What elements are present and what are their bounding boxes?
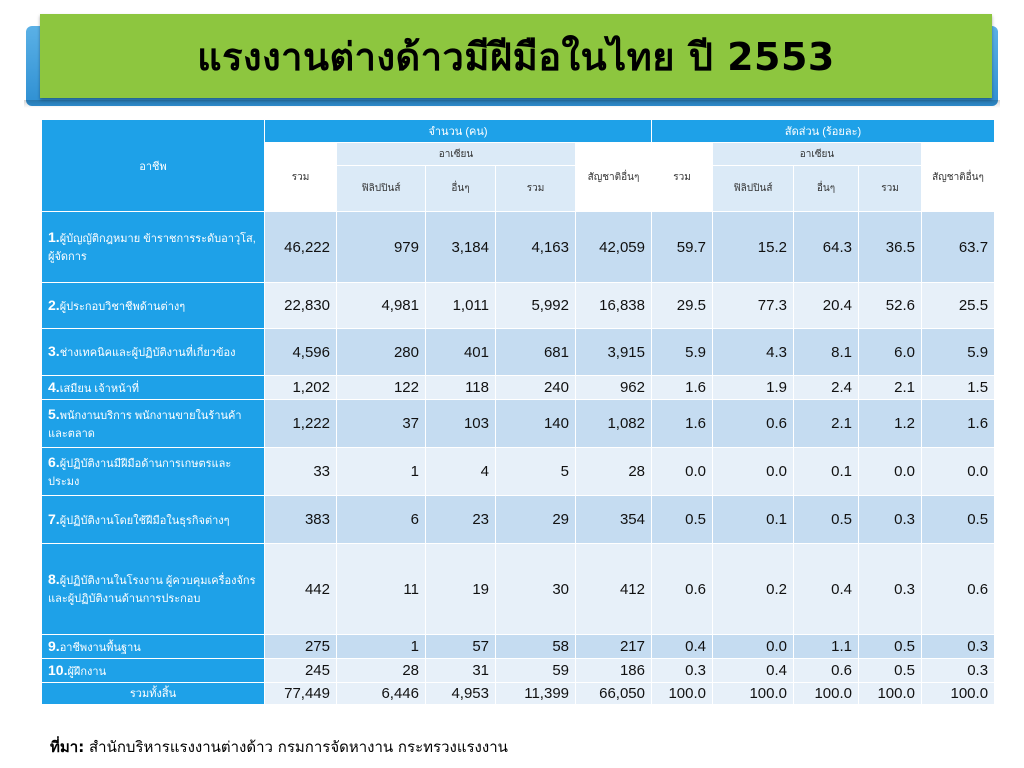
table-row — [42, 635, 995, 659]
total-value-cell: 100.0 — [794, 683, 859, 705]
value-cell: 103 — [426, 400, 496, 448]
value-cell: 31 — [426, 659, 496, 683]
value-cell: 37 — [337, 400, 426, 448]
table-row — [42, 212, 995, 283]
occupation-number: 7. — [48, 510, 60, 527]
occupation-number: 2. — [48, 296, 60, 313]
occupation-number: 10. — [48, 661, 68, 678]
occupation-cell — [42, 544, 265, 635]
title-box — [40, 14, 992, 98]
value-cell: 23 — [426, 496, 496, 544]
occupation-number: 6. — [48, 453, 60, 470]
value-cell: 5.9 — [922, 329, 995, 376]
value-cell: 77.3 — [713, 283, 794, 329]
value-cell: 1.6 — [922, 400, 995, 448]
table-row — [42, 400, 995, 448]
value-cell: 30 — [496, 544, 576, 635]
value-cell: 0.4 — [652, 635, 713, 659]
occupation-number: 5. — [48, 405, 60, 422]
value-cell: 1 — [337, 635, 426, 659]
table-row — [42, 496, 995, 544]
value-cell: 0.2 — [713, 544, 794, 635]
value-cell: 0.6 — [652, 544, 713, 635]
value-cell: 1 — [337, 448, 426, 496]
value-cell: 0.4 — [713, 659, 794, 683]
value-cell: 0.6 — [794, 659, 859, 683]
value-cell: 0.6 — [713, 400, 794, 448]
value-cell: 22,830 — [265, 283, 337, 329]
value-cell: 1,222 — [265, 400, 337, 448]
total-value-cell: 100.0 — [713, 683, 794, 705]
value-cell: 0.5 — [794, 496, 859, 544]
value-cell: 354 — [576, 496, 652, 544]
value-cell: 0.3 — [859, 544, 922, 635]
value-cell: 59 — [496, 659, 576, 683]
value-cell: 118 — [426, 376, 496, 400]
title-band-shadow — [24, 100, 1000, 108]
value-cell: 245 — [265, 659, 337, 683]
header-percent-other-nationality: สัญชาติอื่นๆ — [922, 143, 995, 212]
header-count-others: อื่นๆ — [426, 166, 496, 212]
value-cell: 59.7 — [652, 212, 713, 283]
value-cell: 0.0 — [713, 448, 794, 496]
header-percent-group: สัดส่วน (ร้อยละ) — [652, 120, 995, 143]
total-value-cell: 66,050 — [576, 683, 652, 705]
value-cell: 64.3 — [794, 212, 859, 283]
table-row — [42, 283, 995, 329]
occupation-number: 8. — [48, 571, 60, 587]
slide-title: แรงงานต่างด้าวมีฝีมือในไทย ปี 2553 — [197, 34, 835, 79]
occupation-label: ผู้ปฏิบัติงานโดยใช้ฝีมือในธุรกิจต่างๆ — [59, 514, 230, 527]
value-cell: 0.0 — [713, 635, 794, 659]
value-cell: 0.5 — [922, 496, 995, 544]
header-percent-total: รวม — [652, 143, 713, 212]
occupation-label: อาชีพงานพื้นฐาน — [59, 641, 141, 654]
source-label: ที่มา: — [50, 738, 85, 756]
value-cell: 29.5 — [652, 283, 713, 329]
value-cell: 2.1 — [794, 400, 859, 448]
value-cell: 5.9 — [652, 329, 713, 376]
occupation-number: 9. — [48, 637, 60, 654]
value-cell: 0.5 — [652, 496, 713, 544]
occupation-cell — [42, 329, 265, 376]
value-cell: 0.0 — [922, 448, 995, 496]
value-cell: 962 — [576, 376, 652, 400]
occupation-cell — [42, 659, 265, 683]
value-cell: 1,202 — [265, 376, 337, 400]
value-cell: 1.2 — [859, 400, 922, 448]
value-cell: 383 — [265, 496, 337, 544]
occupation-label: เสมียน เจ้าหน้าที่ — [59, 382, 140, 395]
value-cell: 1,082 — [576, 400, 652, 448]
total-value-cell: 77,449 — [265, 683, 337, 705]
occupation-label: ผู้ฝึกงาน — [67, 665, 107, 678]
table-row — [42, 329, 995, 376]
value-cell: 2.4 — [794, 376, 859, 400]
value-cell: 401 — [426, 329, 496, 376]
value-cell: 275 — [265, 635, 337, 659]
value-cell: 20.4 — [794, 283, 859, 329]
header-count-group: จำนวน (คน) — [265, 120, 652, 143]
source-note — [50, 735, 508, 759]
value-cell: 681 — [496, 329, 576, 376]
occupation-cell — [42, 448, 265, 496]
occupation-cell — [42, 376, 265, 400]
value-cell: 2.1 — [859, 376, 922, 400]
header-count-philippines: ฟิลิปปินส์ — [337, 166, 426, 212]
header-count-asean-total: รวม — [496, 166, 576, 212]
value-cell: 186 — [576, 659, 652, 683]
value-cell: 280 — [337, 329, 426, 376]
header-percent-others: อื่นๆ — [794, 166, 859, 212]
value-cell: 442 — [265, 544, 337, 635]
value-cell: 4.3 — [713, 329, 794, 376]
value-cell: 42,059 — [576, 212, 652, 283]
occupation-label: ผู้ประกอบวิชาชีพด้านต่างๆ — [59, 300, 186, 313]
value-cell: 52.6 — [859, 283, 922, 329]
value-cell: 122 — [337, 376, 426, 400]
occupation-label: ผู้ปฏิบัติงานในโรงงาน ผู้ควบคุมเครื่องจักร และผู้ปฏิบัติงานด้านการประกอบ — [48, 575, 256, 605]
occupation-cell — [42, 283, 265, 329]
total-value-cell: 11,399 — [496, 683, 576, 705]
value-cell: 28 — [337, 659, 426, 683]
table-row — [42, 448, 995, 496]
value-cell: 3,915 — [576, 329, 652, 376]
value-cell: 4 — [426, 448, 496, 496]
value-cell: 58 — [496, 635, 576, 659]
total-value-cell: 100.0 — [922, 683, 995, 705]
header-count-asean: อาเซียน — [337, 143, 576, 166]
value-cell: 29 — [496, 496, 576, 544]
value-cell: 4,981 — [337, 283, 426, 329]
header-percent-asean-total: รวม — [859, 166, 922, 212]
value-cell: 0.0 — [652, 448, 713, 496]
value-cell: 0.5 — [859, 635, 922, 659]
value-cell: 4,163 — [496, 212, 576, 283]
value-cell: 0.1 — [713, 496, 794, 544]
value-cell: 57 — [426, 635, 496, 659]
value-cell: 0.3 — [859, 496, 922, 544]
header-count-total: รวม — [265, 143, 337, 212]
total-value-cell: 6,446 — [337, 683, 426, 705]
value-cell: 33 — [265, 448, 337, 496]
occupation-cell — [42, 212, 265, 283]
value-cell: 46,222 — [265, 212, 337, 283]
occupation-label: ผู้ปฏิบัติงานมีฝีมือด้านการเกษตรและประมง — [48, 457, 232, 488]
table-row — [42, 376, 995, 400]
value-cell: 0.5 — [859, 659, 922, 683]
value-cell: 1.6 — [652, 376, 713, 400]
value-cell: 0.0 — [859, 448, 922, 496]
value-cell: 5 — [496, 448, 576, 496]
value-cell: 3,184 — [426, 212, 496, 283]
value-cell: 15.2 — [713, 212, 794, 283]
value-cell: 28 — [576, 448, 652, 496]
value-cell: 0.6 — [922, 544, 995, 635]
value-cell: 0.3 — [922, 635, 995, 659]
header-percent-philippines: ฟิลิปปินส์ — [713, 166, 794, 212]
total-value-cell: 100.0 — [652, 683, 713, 705]
value-cell: 412 — [576, 544, 652, 635]
value-cell: 1.9 — [713, 376, 794, 400]
value-cell: 8.1 — [794, 329, 859, 376]
header-occupation: อาชีพ — [42, 120, 265, 212]
value-cell: 5,992 — [496, 283, 576, 329]
value-cell: 25.5 — [922, 283, 995, 329]
value-cell: 979 — [337, 212, 426, 283]
value-cell: 6.0 — [859, 329, 922, 376]
occupation-cell — [42, 400, 265, 448]
header-count-other-nationality: สัญชาติอื่นๆ — [576, 143, 652, 212]
value-cell: 140 — [496, 400, 576, 448]
total-value-cell: 4,953 — [426, 683, 496, 705]
header-percent-asean: อาเซียน — [713, 143, 922, 166]
value-cell: 36.5 — [859, 212, 922, 283]
value-cell: 4,596 — [265, 329, 337, 376]
value-cell: 63.7 — [922, 212, 995, 283]
value-cell: 0.3 — [922, 659, 995, 683]
value-cell: 1.5 — [922, 376, 995, 400]
value-cell: 0.3 — [652, 659, 713, 683]
occupation-number: 3. — [48, 343, 60, 359]
total-label: รวมทั้งสิ้น — [42, 683, 265, 705]
value-cell: 11 — [337, 544, 426, 635]
occupation-cell — [42, 635, 265, 659]
value-cell: 16,838 — [576, 283, 652, 329]
occupation-label: พนักงานบริการ พนักงานขายในร้านค้าและตลาด — [48, 409, 242, 440]
occupation-cell — [42, 496, 265, 544]
value-cell: 1.1 — [794, 635, 859, 659]
value-cell: 240 — [496, 376, 576, 400]
value-cell: 0.4 — [794, 544, 859, 635]
occupation-number: 1. — [48, 229, 60, 245]
value-cell: 6 — [337, 496, 426, 544]
table-row — [42, 659, 995, 683]
value-cell: 1,011 — [426, 283, 496, 329]
value-cell: 19 — [426, 544, 496, 635]
occupation-label: ผู้บัญญัติกฎหมาย ข้าราชการระดับอาวุโส, ผู้จัดการ — [48, 233, 256, 263]
occupation-label: ช่างเทคนิคและผู้ปฏิบัติงานที่เกี่ยวข้อง — [59, 347, 236, 359]
source-text: สำนักบริหารแรงงานต่างด้าว กรมการจัดหางาน กระทรวงแรงงาน — [88, 738, 508, 756]
value-cell: 0.1 — [794, 448, 859, 496]
table-row — [42, 544, 995, 635]
occupation-number: 4. — [48, 378, 60, 395]
value-cell: 217 — [576, 635, 652, 659]
workforce-table — [41, 119, 995, 705]
total-value-cell: 100.0 — [859, 683, 922, 705]
total-row — [42, 683, 995, 705]
value-cell: 1.6 — [652, 400, 713, 448]
